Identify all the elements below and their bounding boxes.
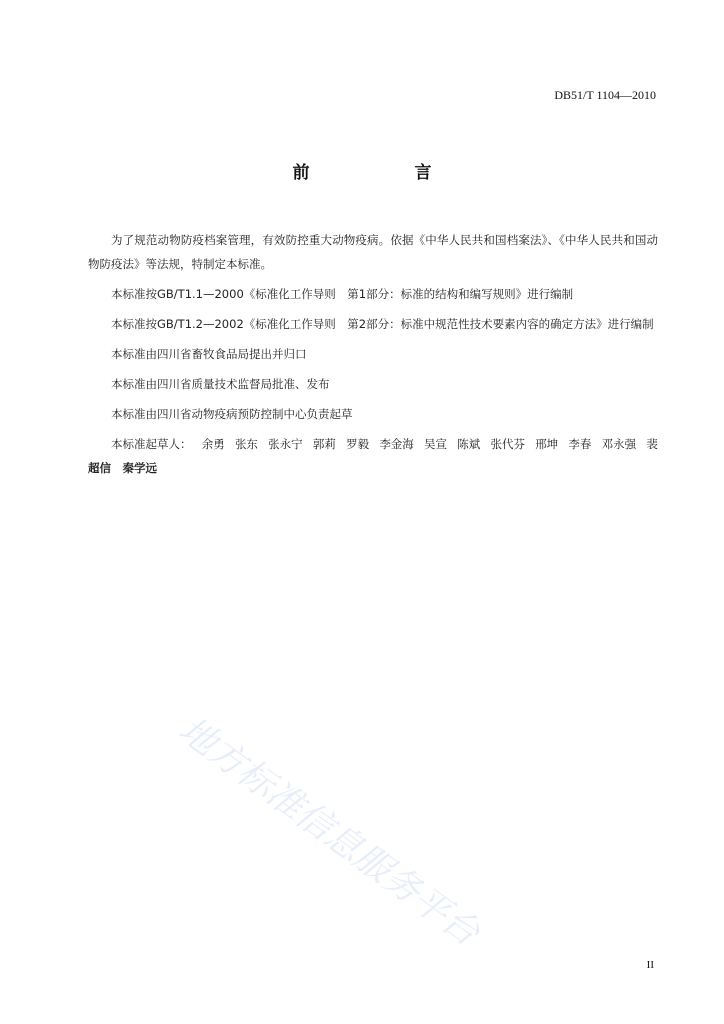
paragraph-gb-t1-1: 本标准按GB/T1.1—2000《标准化工作导则 第1部分：标准的结构和编写规则》进行编制: [111, 287, 574, 301]
drafter-name: 邢坤: [535, 437, 559, 451]
paragraph-purpose: 为了规范动物防疫档案管理，有效防控重大动物疫病。依据《中华人民共和国档案法》、《中华人民共和国动物防疫法》等法规，特制定本标准。: [88, 233, 658, 271]
paragraph-proposed-by: 本标准由四川省畜牧食品局提出并归口: [111, 347, 307, 361]
watermark: 地方标准信息服务平台: [171, 709, 487, 955]
drafter-name: 李金海: [379, 437, 414, 451]
page-number: II: [646, 959, 654, 971]
drafter-name: 陈斌: [457, 437, 481, 451]
foreword-body: [88, 228, 658, 480]
standard-code: DB51/T 1104—2010: [554, 88, 656, 102]
drafter-name: 吴宣: [424, 437, 448, 451]
paragraph-drafted-by: 本标准由四川省动物疫病预防控制中心负责起草: [111, 407, 353, 421]
drafters-continuation: 超信 秦学远: [88, 461, 157, 475]
drafter-name: 裴: [646, 437, 658, 451]
paragraph-gb-t1-2: 本标准按GB/T1.2—2002《标准化工作导则 第2部分：标准中规范性技术要素内容的确定方法》进行编制: [111, 317, 654, 331]
drafters-line: [88, 432, 658, 456]
drafter-name: 李春: [568, 437, 592, 451]
drafters-label: 本标准起草人：: [111, 437, 192, 451]
drafter-name: 罗毅: [346, 437, 370, 451]
drafter-name: 张永宁: [268, 437, 303, 451]
drafter-name: 余勇: [201, 437, 225, 451]
drafter-name: 张代芬: [490, 437, 525, 451]
page-title: 前 言: [292, 163, 476, 183]
drafter-name: 郭莉: [312, 437, 336, 451]
paragraph-approved-by: 本标准由四川省质量技术监督局批准、发布: [111, 377, 330, 391]
drafter-name: 邓永强: [601, 437, 637, 451]
drafter-name: 张东: [234, 437, 258, 451]
